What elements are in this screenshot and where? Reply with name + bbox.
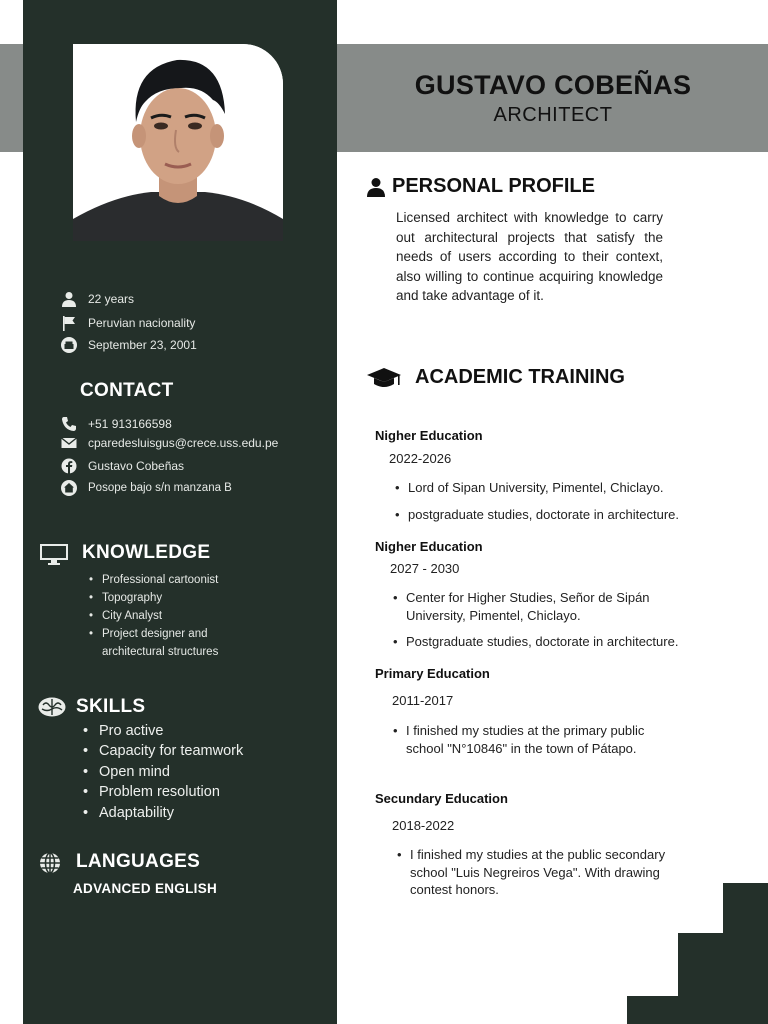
knowledge-item: • Topography (102, 589, 342, 607)
skill-item: • Pro active (99, 721, 339, 741)
knowledge-list (102, 571, 342, 661)
knowledge-item: • Project designer and architectural structures (102, 625, 252, 661)
age-text: 22 years (88, 292, 135, 306)
address-text: Posope bajo s/n manzana B (88, 482, 232, 494)
knowledge-heading: KNOWLEDGE (82, 542, 211, 563)
edu-heading-2: Nigher Education (375, 539, 483, 554)
edu-years-3: 2011-2017 (392, 693, 454, 708)
edu-years-4: 2018-2022 (392, 818, 455, 833)
email-row (60, 434, 278, 452)
skills-heading: SKILLS (76, 696, 146, 717)
knowledge-item: • City Analyst (102, 607, 342, 625)
nationality-row (60, 314, 195, 332)
decorative-step (627, 996, 678, 1024)
profile-text: Licensed architect with knowledge to carry out architectural projects that satisfy the needs of users according to their context, also willing to continue acquiring knowledge and take advantage of it. (396, 210, 663, 304)
edu-list-1 (408, 479, 728, 523)
edu-years-1: 2022-2026 (389, 451, 452, 466)
languages-heading: LANGUAGES (76, 851, 201, 872)
skill-item: • Problem resolution (99, 782, 339, 802)
edu-item: • Center for Higher Studies, Señor de Sipán University, Pimentel, Chiclayo. (406, 589, 696, 624)
sidebar (23, 0, 337, 1024)
facebook-icon (60, 457, 78, 475)
academic-heading: ACADEMIC TRAINING (415, 366, 625, 388)
birthdate-text: September 23, 2001 (88, 338, 197, 352)
brain-icon (38, 697, 66, 722)
edu-item: • I finished my studies at the public secondary school "Luis Negreiros Vega". With drawing contest honors. (410, 846, 700, 899)
profile-person-icon (366, 177, 386, 202)
skill-item: • Capacity for teamwork (99, 741, 339, 761)
birthdate-row (60, 336, 197, 354)
decorative-step (678, 933, 723, 1024)
skill-item: • Open mind (99, 762, 339, 782)
facebook-row (60, 457, 184, 475)
portrait-illustration (73, 44, 283, 241)
nationality-text: Peruvian nacionality (88, 316, 196, 330)
edu-item: • Postgraduate studies, doctorate in architecture. (406, 633, 726, 651)
phone-text[interactable]: +51 913166598 (88, 417, 172, 431)
edu-item: • postgraduate studies, doctorate in architecture. (408, 506, 728, 524)
monitor-icon (39, 543, 69, 570)
email-text[interactable]: cparedesluisgus@crece.uss.edu.pe (88, 436, 279, 450)
edu-item: • I finished my studies at the primary public school "N°10846" in the town of Pátapo. (406, 722, 681, 757)
skills-list (99, 721, 339, 823)
mail-icon (60, 434, 78, 452)
edu-heading-4: Secundary Education (375, 791, 508, 806)
decorative-step (723, 883, 768, 1024)
graduation-cap-icon (366, 366, 402, 395)
skill-item: • Adaptability (99, 803, 339, 823)
edu-heading-3: Primary Education (375, 666, 490, 681)
edu-list-3 (406, 722, 681, 757)
person-name: GUSTAVO COBEÑAS (414, 70, 692, 100)
profile-photo (73, 44, 283, 241)
edu-list-2 (406, 589, 696, 651)
globe-icon (39, 852, 61, 879)
knowledge-item: • Professional cartoonist (102, 571, 342, 589)
phone-icon (60, 415, 78, 433)
edu-years-2: 2027 - 2030 (390, 561, 460, 576)
profile-heading: PERSONAL PROFILE (392, 175, 595, 197)
person-icon (60, 290, 78, 308)
contact-heading: CONTACT (80, 380, 174, 401)
language-level: ADVANCED ENGLISH (73, 881, 218, 896)
edu-heading-1: Nigher Education (375, 428, 483, 443)
facebook-text[interactable]: Gustavo Cobeñas (88, 459, 185, 473)
flag-icon (60, 314, 78, 332)
edu-item: • Lord of Sipan University, Pimentel, Chiclayo. (408, 479, 728, 497)
edu-list-4 (410, 846, 700, 899)
cake-icon (60, 336, 78, 354)
phone-row (60, 415, 172, 433)
person-role: ARCHITECT (493, 104, 613, 126)
home-icon (60, 479, 78, 497)
age-row (60, 290, 134, 308)
address-row (60, 479, 232, 497)
